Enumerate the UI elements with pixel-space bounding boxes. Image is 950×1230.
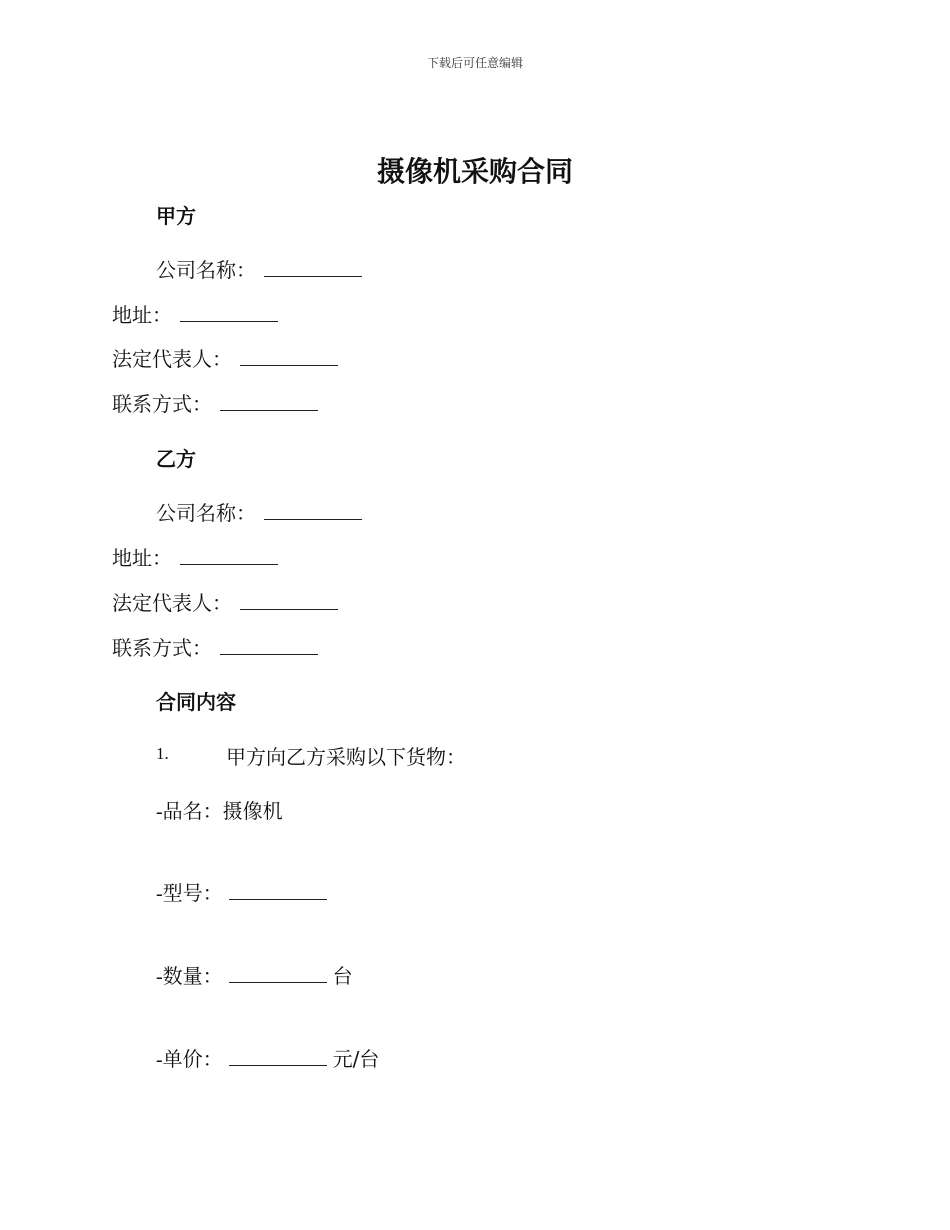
quantity-line (156, 960, 353, 989)
party-a-rep-label: 法定代表人： (112, 347, 232, 371)
product-name-label: 品名： (162, 799, 223, 823)
item-1-number: 1. (156, 744, 169, 763)
list-dash: - (156, 801, 163, 823)
party-a-company-line (156, 254, 362, 283)
product-name-line (156, 795, 283, 824)
party-a-company-field[interactable] (264, 258, 362, 277)
party-b-contact-label: 联系方式： (112, 636, 212, 660)
party-b-rep-field[interactable] (240, 591, 338, 610)
page-header-note: 下载后可任意编辑 (426, 56, 523, 70)
product-name-value: 摄像机 (222, 799, 283, 823)
list-dash: - (156, 966, 163, 988)
party-a-rep-line (112, 343, 338, 372)
party-b-rep-label: 法定代表人： (112, 591, 232, 615)
document-title: 摄像机采购合同 (376, 155, 573, 188)
party-b-company-field[interactable] (264, 501, 362, 520)
party-b-address-label: 地址： (112, 546, 172, 570)
model-line (156, 877, 333, 906)
unit-price-field[interactable] (229, 1047, 327, 1066)
party-b-contact-line (112, 632, 318, 661)
party-a-contact-label: 联系方式： (112, 392, 212, 416)
quantity-label: 数量： (162, 964, 223, 988)
party-a-contact-line (112, 388, 318, 417)
party-a-address-field[interactable] (180, 303, 278, 322)
party-a-address-line (112, 299, 278, 328)
party-b-company-line (156, 497, 362, 526)
party-b-rep-line (112, 587, 338, 616)
party-a-rep-field[interactable] (240, 347, 338, 366)
model-label: 型号： (162, 881, 223, 905)
list-dash: - (156, 883, 163, 905)
party-b-address-line (112, 542, 278, 571)
party-b-address-field[interactable] (180, 546, 278, 565)
party-a-heading: 甲方 (156, 204, 196, 228)
party-a-contact-field[interactable] (220, 392, 318, 411)
party-a-address-label: 地址： (112, 303, 172, 327)
unit-price-unit: 元/台 (332, 1047, 380, 1071)
quantity-unit: 台 (332, 964, 353, 988)
item-1-text: 甲方向乙方采购以下货物： (226, 745, 466, 769)
contract-content-heading: 合同内容 (156, 690, 236, 714)
quantity-field[interactable] (229, 964, 327, 983)
party-a-company-label: 公司名称： (156, 258, 256, 282)
unit-price-label: 单价： (162, 1047, 223, 1071)
party-b-contact-field[interactable] (220, 636, 318, 655)
party-b-company-label: 公司名称： (156, 501, 256, 525)
party-b-heading: 乙方 (156, 447, 196, 471)
list-dash: - (156, 1049, 163, 1071)
unit-price-line (156, 1043, 379, 1072)
model-field[interactable] (229, 881, 327, 900)
